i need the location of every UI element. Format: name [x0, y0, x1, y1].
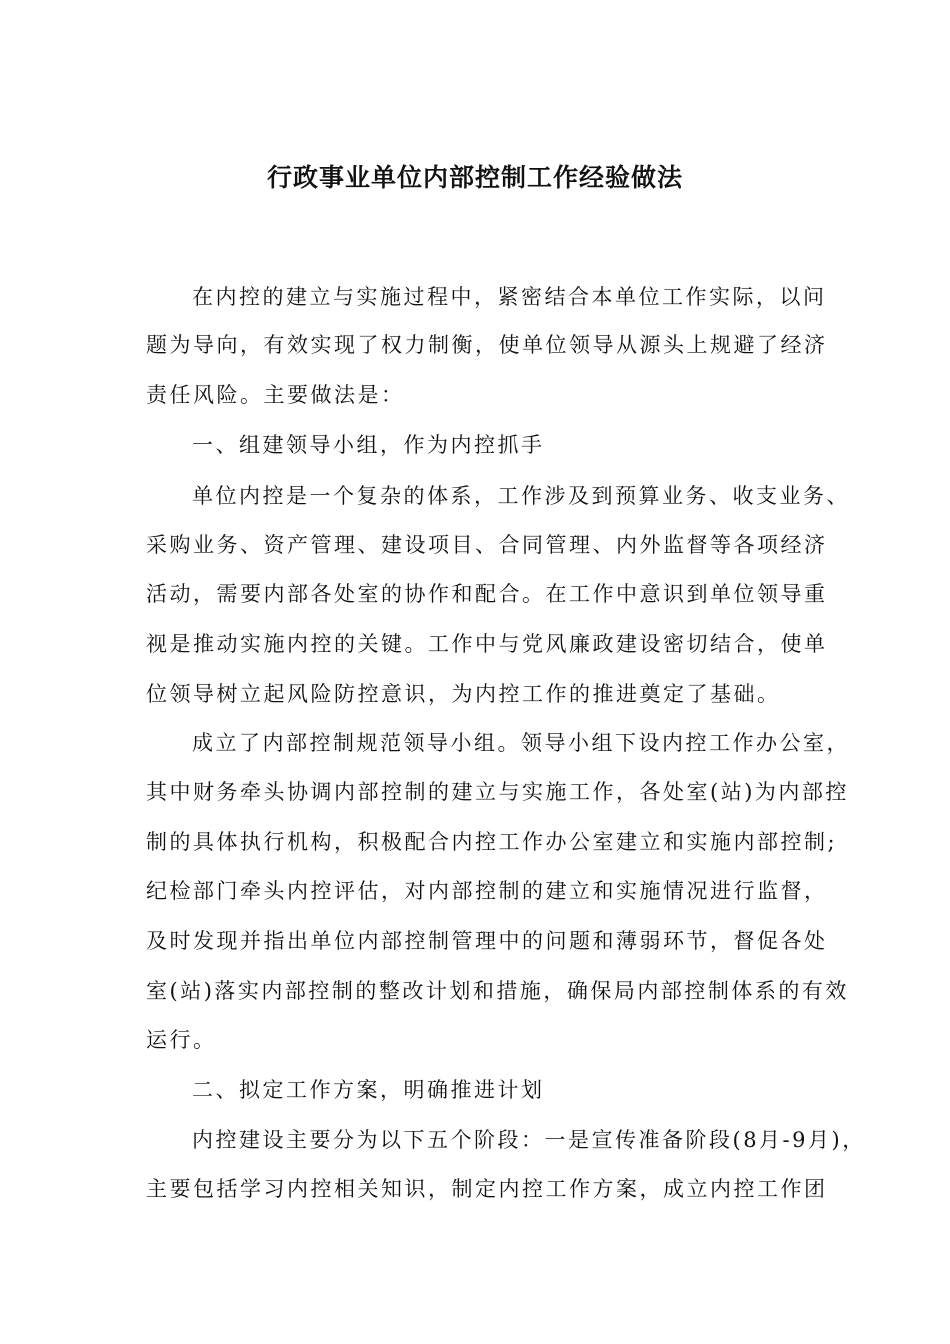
paragraph-line: 纪检部门牵头内控评估，对内部控制的建立和实施情况进行监督，: [146, 879, 828, 903]
paragraph-line: 活动，需要内部各处室的协作和配合。在工作中意识到单位领导重: [146, 582, 828, 606]
paragraph-line: 及时发现并指出单位内部控制管理中的问题和薄弱环节，督促各处: [146, 929, 828, 953]
paragraph-line: 制的具体执行机构，积极配合内控工作办公室建立和实施内部控制;: [146, 830, 838, 854]
paragraph-line: 责任风险。主要做法是：: [146, 383, 405, 407]
paragraph-line: 其中财务牵头协调内部控制的建立与实施工作，各处室(站)为内部控: [146, 780, 849, 804]
paragraph-line: 位领导树立起风险防控意识，为内控工作的推进奠定了基础。: [146, 682, 781, 706]
paragraph-line: 成立了内部控制规范领导小组。领导小组下设内控工作办公室，: [192, 731, 850, 755]
paragraph-line: 运行。: [146, 1028, 217, 1052]
section-heading: 二、拟定工作方案，明确推进计划: [192, 1078, 545, 1102]
paragraph-line: 题为导向，有效实现了权力制衡，使单位领导从源头上规避了经济: [146, 333, 828, 357]
document-title: 行政事业单位内部控制工作经验做法: [266, 163, 683, 192]
paragraph-line: 在内控的建立与实施过程中，紧密结合本单位工作实际，以问: [192, 285, 827, 309]
paragraph-line: 视是推动实施内控的关键。工作中与党风廉政建设密切结合，使单: [146, 632, 828, 656]
paragraph-line: 室(站)落实内部控制的整改计划和措施，确保局内部控制体系的有效: [146, 979, 849, 1003]
paragraph-line: 内控建设主要分为以下五个阶段：一是宣传准备阶段(8月-9月)，: [192, 1128, 866, 1152]
paragraph-line: 主要包括学习内控相关知识，制定内控工作方案，成立内控工作团: [146, 1177, 828, 1201]
paragraph-line: 单位内控是一个复杂的体系，工作涉及到预算业务、收支业务、: [192, 484, 850, 508]
paragraph-line: 采购业务、资产管理、建设项目、合同管理、内外监督等各项经济: [146, 533, 828, 557]
section-heading: 一、组建领导小组，作为内控抓手: [192, 433, 545, 457]
